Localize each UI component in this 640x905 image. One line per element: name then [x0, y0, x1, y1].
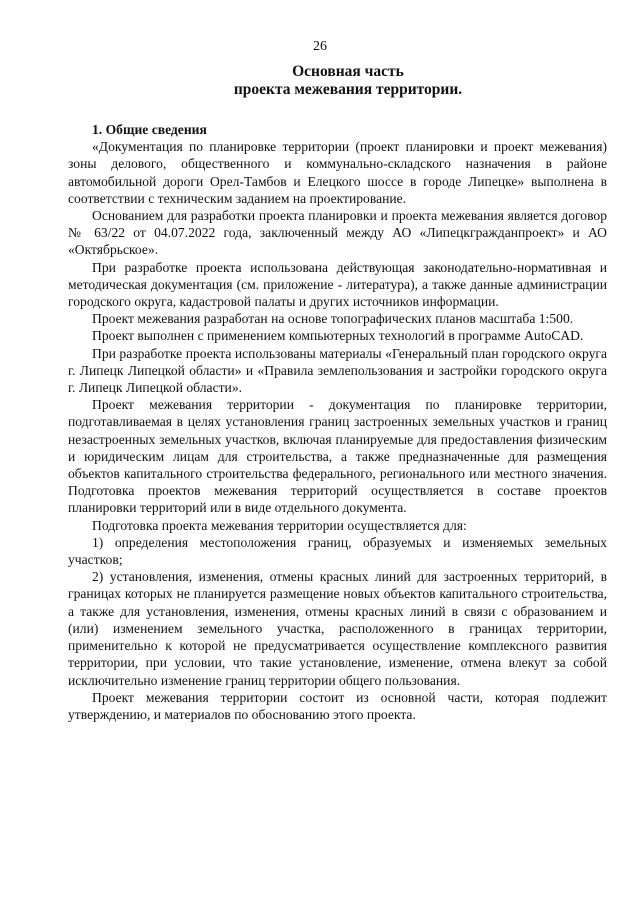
paragraph-8: Подготовка проекта межевания территории осуществляется для:: [92, 517, 467, 533]
list-item-2: 2) установления, изменения, отмены красных линий для застроенных территорий, в границах которых не планируется размещение новых объектов капитального строительства, а также для установления, изменения, отмены красных линий в связи с образованием и (или) изменением земельного участка, расположенного в границах территории, применительно к которой не предусматривается осуществление комплексного развития территории, при условии, что такие установление, изменение, отмена влекут за собой исключительно изменение границ территории общего пользования.: [68, 569, 607, 688]
paragraph-1: «Документация по планировке территории (проект планировки и проект межевания) зоны делового, общественного и коммунально-складского назначения в районе автомобильной дороги Орел-Тамбов и Елецкого шоссе в городе Липецке» выполнена в соответствии с техническим заданием на проектирование.: [68, 139, 607, 206]
title-line-2: проекта межевания территории.: [233, 81, 463, 98]
paragraph-7: Проект межевания территории - документация по планировке территории, подготавливаемая в целях установления границ застроенных земельных участков и границ незастроенных земельных участков, включая планируемые для предоставления физическим и юридическим лицам для строительства, а также предназначенные для размещения объектов капитального строительства федерального, регионального или местного значения. Подготовка проектов межевания территорий осуществляется в составе проектов планировки территорий или в виде отдельного документа.: [68, 397, 607, 516]
list-item-1: 1) определения местоположения границ, образуемых и изменяемых земельных участков;: [68, 534, 607, 568]
paragraph-9: Проект межевания территории состоит из основной части, которая подлежит утверждению, и материалов по обоснованию этого проекта.: [68, 689, 607, 722]
page-number: 26: [313, 39, 327, 54]
paragraph-6: При разработке проекта использованы материалы «Генеральный план городского округа г. Липецк Липецкой области» и «Правила землепользования и застройки городского округа г. Липецк Липецкой области».: [68, 345, 607, 396]
document-body: [68, 121, 607, 723]
paragraph-5: Проект выполнен с применением компьютерных технологий в программе AutoCAD.: [92, 328, 584, 344]
section-heading: 1. Общие сведения: [92, 122, 207, 137]
title-line-1: Основная часть: [292, 63, 404, 80]
page-title: [89, 63, 607, 99]
paragraph-2: Основанием для разработки проекта планировки и проекта межевания является договор № 63/22 от 04.07.2022 года, заключенный между АО «Липецкгражданпроект» и АО «Октябрьское».: [68, 208, 607, 258]
paragraph-3: При разработке проекта использована действующая законодательно-нормативная и методическая документация (см. приложение - литература), а также данные администрации городского округа, кадастровой палаты и других источников информации.: [68, 259, 607, 310]
paragraph-4: Проект межевания разработан на основе топографических планов масштаба 1:500.: [92, 311, 574, 327]
